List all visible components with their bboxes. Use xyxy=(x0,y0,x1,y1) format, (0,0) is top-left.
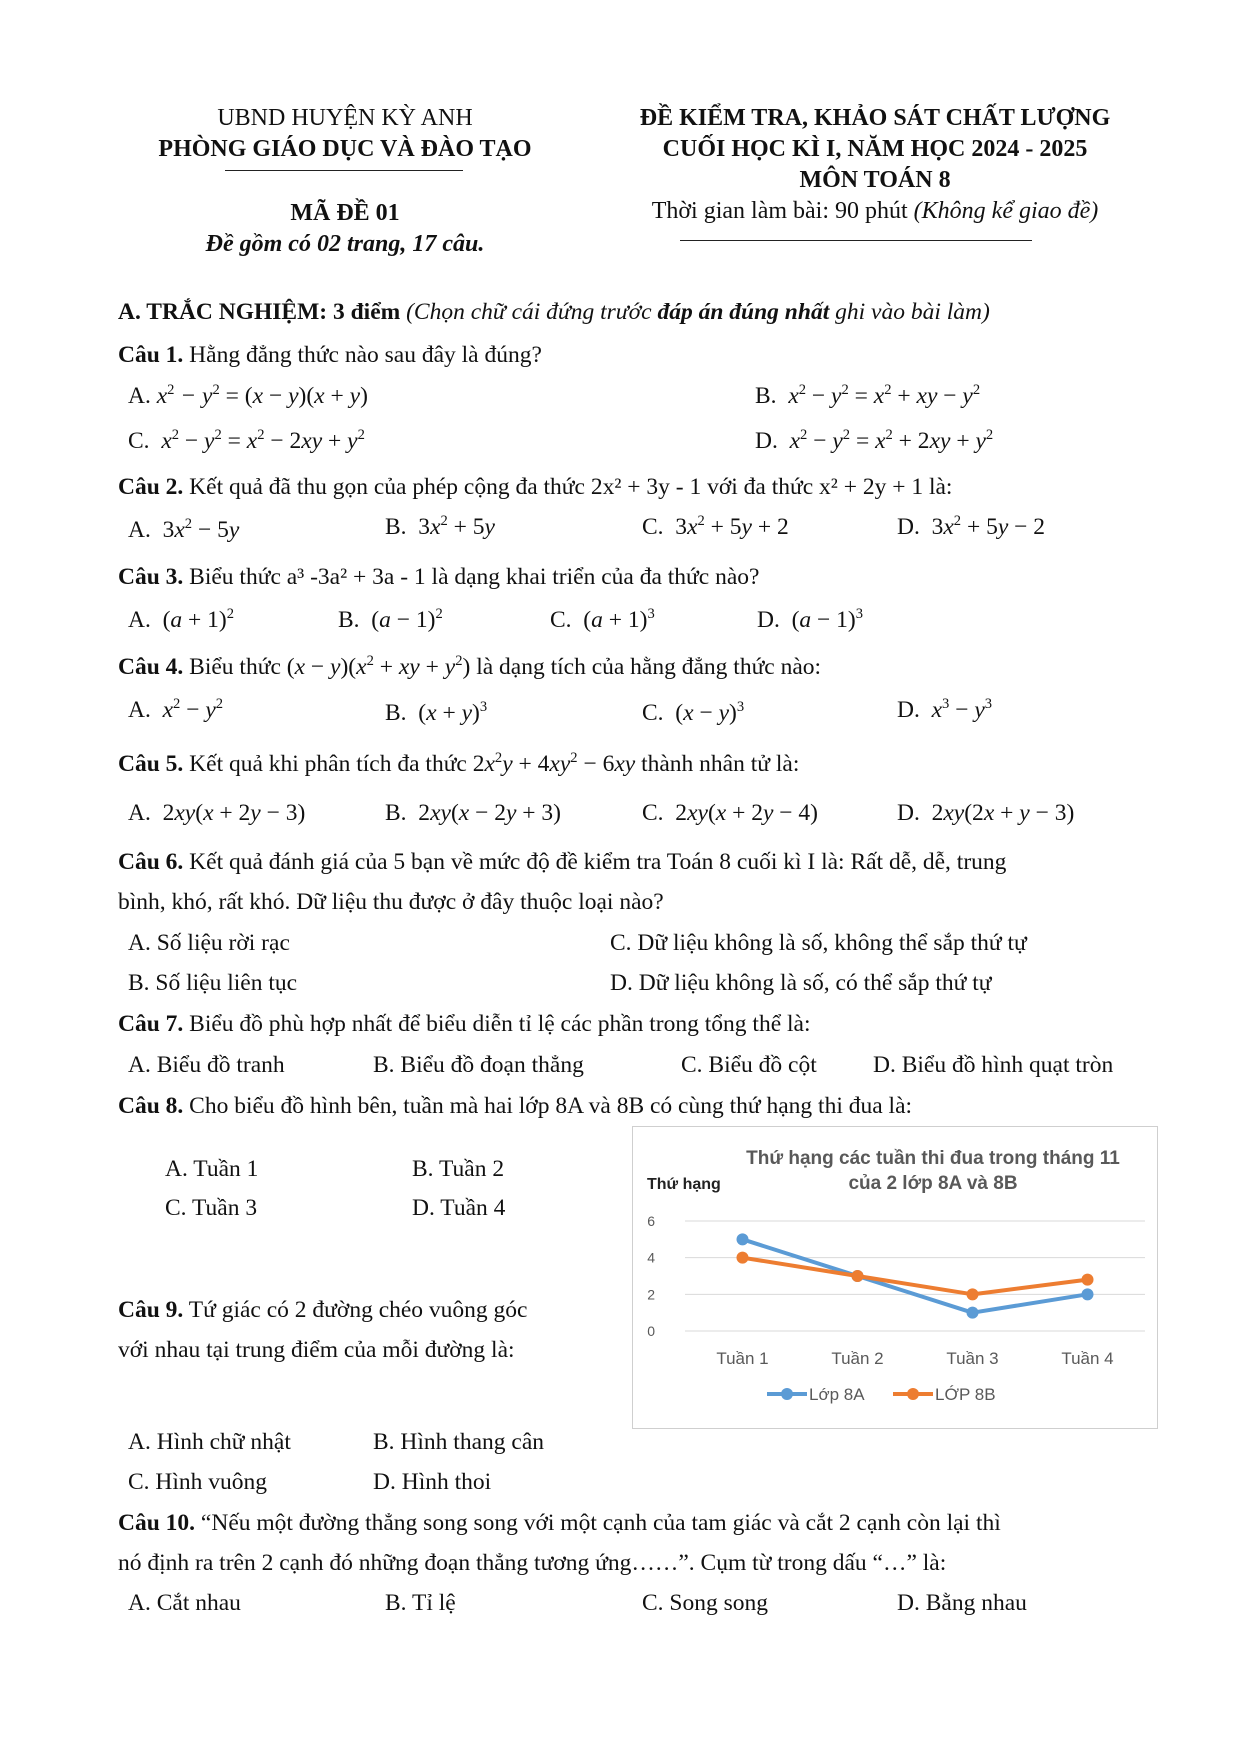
q9-option-a: A. Hình chữ nhật xyxy=(128,1429,291,1455)
q8-option-a: A. Tuần 1 xyxy=(165,1156,259,1182)
exam-subject: MÔN TOÁN 8 xyxy=(799,167,951,193)
q9-option-c: C. Hình vuông xyxy=(128,1469,268,1495)
exam-code: MÃ ĐỀ 01 xyxy=(290,200,400,226)
section-a-instr: (Chọn chữ cái đứng trước xyxy=(406,299,658,325)
q4-option-b: B. $(x + y)^3$ xyxy=(385,699,488,726)
q4-option-a: A. $x^2 - y^2$ xyxy=(128,696,224,723)
q5-option-a: A. 2xy(x + 2y − 3) xyxy=(128,800,306,826)
question-label: Câu 10. xyxy=(118,1510,196,1536)
q2-option-d: D. $3x^2 + 5y - 2$ xyxy=(897,513,1046,540)
chart-gridlines xyxy=(685,1221,1145,1331)
q3-option-c: C. $(a + 1)^3$ xyxy=(550,606,655,633)
chart-series-group xyxy=(737,1233,1094,1318)
q10-option-c: C. Song song xyxy=(642,1590,769,1616)
q7-option-c: C. Biểu đồ cột xyxy=(681,1052,817,1078)
chart-series-line-1 xyxy=(743,1239,1088,1312)
question-5 xyxy=(118,751,799,778)
chart-title: Thứ hạng các tuần thi đua trong tháng 11 xyxy=(746,1148,1120,1169)
left-header-rule xyxy=(225,170,463,171)
question-label: Câu 7. xyxy=(118,1011,184,1037)
chart-x-tick-label: Tuần 2 xyxy=(831,1349,884,1368)
exam-title-line2: CUỐI HỌC KÌ I, NĂM HỌC 2024 - 2025 xyxy=(662,136,1088,162)
chart-y-tick-label: 2 xyxy=(647,1286,655,1303)
q3-option-d: D. $(a - 1)^3$ xyxy=(757,606,864,633)
chart-legend-marker xyxy=(907,1388,919,1400)
q2-option-a: A. $3x^2 - 5y$ xyxy=(128,516,240,543)
q7-option-a: A. Biểu đồ tranh xyxy=(128,1052,285,1078)
chart-y-tick-label: 4 xyxy=(647,1249,655,1266)
q1-option-b: B. $x^2 - y^2 = x^2$ + xy − $y^2$ xyxy=(755,382,981,409)
section-a-instr-close: ghi vào bài làm) xyxy=(829,299,990,325)
exam-title-line1: ĐỀ KIỂM TRA, KHẢO SÁT CHẤT LƯỢNG xyxy=(639,105,1111,131)
time-note: (Không kể giao đề) xyxy=(913,198,1099,224)
question-9 xyxy=(118,1297,528,1324)
question-label: Câu 1. xyxy=(118,342,184,368)
question-text: Biểu thức a³ -3a² + 3a - 1 là dạng khai triển của đa thức nào? xyxy=(183,564,760,590)
question-10 xyxy=(118,1510,1001,1537)
question-text: Cho biểu đồ hình bên, tuần mà hai lớp 8A và 8B có cùng thứ hạng thi đua là: xyxy=(183,1093,913,1119)
chart-legend-marker xyxy=(781,1388,793,1400)
question-text: Tứ giác có 2 đường chéo vuông góc xyxy=(183,1297,528,1323)
q10-option-a: A. Cắt nhau xyxy=(128,1590,241,1616)
q9-option-d: D. Hình thoi xyxy=(373,1469,492,1495)
office-name: PHÒNG GIÁO DỤC VÀ ĐÀO TẠO xyxy=(158,136,532,162)
question-4 xyxy=(118,654,821,681)
question-10-line2: nó định ra trên 2 cạnh đó những đoạn thẳng tương ứng……”. Cụm từ trong dấu “…” là: xyxy=(118,1550,947,1576)
question-text-end: thành nhân tử là: xyxy=(635,751,800,777)
chart-y-tick-label: 6 xyxy=(647,1213,655,1229)
section-a-heading xyxy=(118,299,990,326)
chart-point xyxy=(1082,1288,1094,1300)
chart-x-tick-label: Tuần 3 xyxy=(946,1349,999,1368)
question-9-line2: với nhau tại trung điểm của mỗi đường là: xyxy=(118,1337,515,1363)
chart-series-line-2 xyxy=(743,1258,1088,1295)
q5-option-b: B. 2xy(x − 2y + 3) xyxy=(385,800,561,826)
q7-option-b: B. Biểu đồ đoạn thẳng xyxy=(373,1052,584,1078)
chart-point xyxy=(967,1307,979,1319)
question-3 xyxy=(118,564,759,591)
chart-y-ticks xyxy=(647,1213,655,1339)
chart-x-tick-label: Tuần 1 xyxy=(716,1349,769,1368)
question-text: Biểu đồ phù hợp nhất để biểu diễn tỉ lệ các phần trong tổng thể là: xyxy=(183,1011,811,1037)
q8-option-c: C. Tuần 3 xyxy=(165,1195,258,1221)
question-label: Câu 8. xyxy=(118,1093,184,1119)
section-a-title: A. TRẮC NGHIỆM: 3 điểm xyxy=(118,299,407,325)
q1-option-a: A. $x^2 - y^2 = (x - y)(x + y)$ xyxy=(128,382,368,409)
chart-point xyxy=(737,1252,749,1264)
question-2 xyxy=(118,474,952,501)
question-text: Kết quả đánh giá của 5 bạn về mức độ đề kiểm tra Toán 8 cuối kì I là: Rất dễ, dễ, trung xyxy=(183,849,1007,875)
question-6-line2: bình, khó, rất khó. Dữ liệu thu được ở đây thuộc loại nào? xyxy=(118,889,664,915)
question-text: “Nếu một đường thẳng song song với một cạnh của tam giác và cắt 2 cạnh còn lại thì xyxy=(195,1510,1001,1536)
question-8 xyxy=(118,1093,912,1120)
q5-expression: $2x^2y + 4xy^2 - 6xy$ xyxy=(472,750,636,777)
ranking-chart-svg xyxy=(633,1127,1157,1428)
chart-subtitle: của 2 lớp 8A và 8B xyxy=(848,1173,1018,1194)
question-label: Câu 4. xyxy=(118,654,184,680)
q1-option-d: D. $x^2 - y^2 = x^2 + 2xy + y^2$ xyxy=(755,427,994,454)
q5-option-c: C. 2xy(x + 2y − 4) xyxy=(642,800,818,826)
q2-option-c: C. $3x^2 + 5y + 2$ xyxy=(642,513,789,540)
q1-option-c: C. $x^2 - y^2 = x^2 - 2xy + y^2$ xyxy=(128,427,365,454)
q6-option-d: D. Dữ liệu không là số, có thể sắp thứ tự xyxy=(610,970,992,996)
q8-option-d: D. Tuần 4 xyxy=(412,1195,506,1221)
right-header-rule xyxy=(680,240,1032,241)
chart-point xyxy=(1082,1274,1094,1286)
q4-expression: $(x - y)(x^2$ + xy + $y^2$) xyxy=(286,653,471,680)
q4-option-c: C. $(x - y)^3$ xyxy=(642,699,745,726)
question-label: Câu 2. xyxy=(118,474,184,500)
question-label: Câu 3. xyxy=(118,564,184,590)
q7-option-d: D. Biểu đồ hình quạt tròn xyxy=(873,1052,1114,1078)
department-name: UBND HUYỆN KỲ ANH xyxy=(217,105,473,131)
q3-option-a: A. $(a + 1)^2$ xyxy=(128,606,235,633)
chart-x-ticks xyxy=(716,1349,1113,1368)
q9-option-b: B. Hình thang cân xyxy=(373,1429,544,1455)
question-label: Câu 6. xyxy=(118,849,184,875)
section-a-instr-bold: đáp án đúng nhất xyxy=(657,299,830,325)
question-text: Kết quả khi phân tích đa thức xyxy=(183,751,473,777)
q4-option-d: D. $x^3 - y^3$ xyxy=(897,696,993,723)
q3-option-b: B. $(a - 1)^2$ xyxy=(338,606,443,633)
question-label: Câu 5. xyxy=(118,751,184,777)
exam-time xyxy=(585,196,1165,227)
q10-option-b: B. Tỉ lệ xyxy=(385,1590,456,1616)
pages-note: Đề gồm có 02 trang, 17 câu. xyxy=(205,231,485,257)
chart-point xyxy=(967,1288,979,1300)
question-text: Biểu thức xyxy=(183,654,287,680)
chart-legend-label: LỚP 8B xyxy=(935,1385,996,1404)
question-label: Câu 9. xyxy=(118,1297,184,1323)
ranking-chart xyxy=(632,1126,1158,1429)
question-text: Kết quả đã thu gọn của phép cộng đa thức 2x² + 3y - 1 với đa thức x² + 2y + 1 là: xyxy=(183,474,953,500)
q8-option-b: B. Tuần 2 xyxy=(412,1156,505,1182)
chart-x-tick-label: Tuần 4 xyxy=(1061,1349,1114,1368)
question-7 xyxy=(118,1011,811,1038)
question-6 xyxy=(118,849,1006,876)
q6-option-b: B. Số liệu liên tục xyxy=(128,970,298,996)
chart-y-tick-label: 0 xyxy=(647,1323,655,1339)
q5-option-d: D. 2xy(2x + y − 3) xyxy=(897,800,1075,826)
chart-legend xyxy=(767,1385,996,1404)
question-text-end: là dạng tích của hằng đẳng thức nào: xyxy=(470,654,822,680)
chart-legend-label: Lớp 8A xyxy=(809,1385,865,1404)
q6-option-a: A. Số liệu rời rạc xyxy=(128,930,290,956)
question-1 xyxy=(118,342,542,369)
chart-point xyxy=(737,1233,749,1245)
q10-option-d: D. Bằng nhau xyxy=(897,1590,1027,1616)
chart-ylabel: Thứ hạng xyxy=(647,1176,721,1193)
time-label: Thời gian làm bài: 90 phút xyxy=(651,198,914,224)
q6-option-c: C. Dữ liệu không là số, không thể sắp thứ tự xyxy=(610,930,1027,956)
q2-option-b: B. $3x^2 + 5y$ xyxy=(385,513,495,540)
chart-point xyxy=(852,1270,864,1282)
question-text: Hằng đẳng thức nào sau đây là đúng? xyxy=(183,342,542,368)
